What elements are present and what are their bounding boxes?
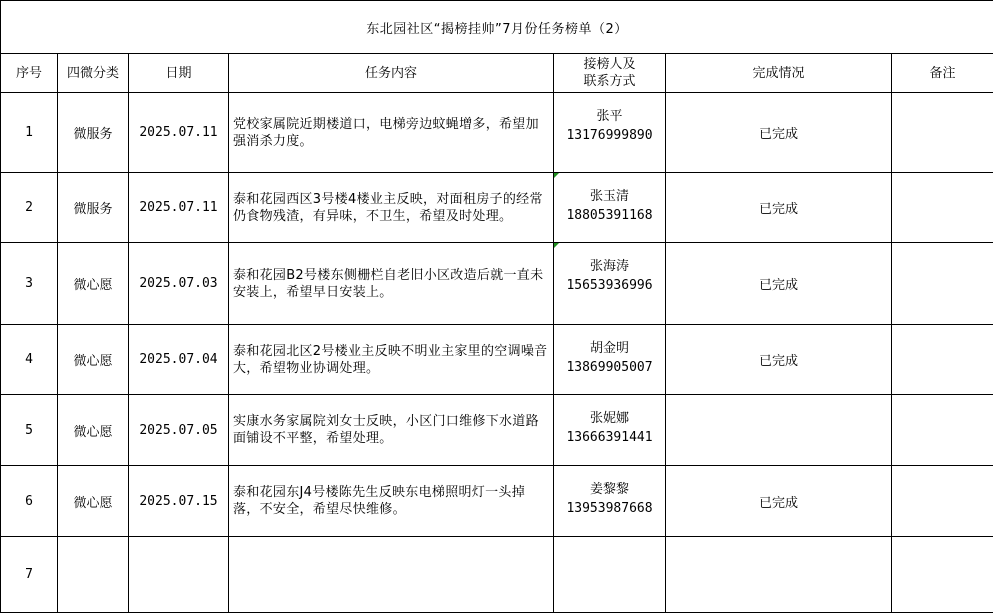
cell-no[interactable]: 6 xyxy=(1,466,58,537)
cell-no[interactable]: 7 xyxy=(1,537,58,613)
header-category[interactable]: 四微分类 xyxy=(58,54,129,93)
cell-category[interactable]: 微心愿 xyxy=(58,243,129,325)
cell-date[interactable]: 2025.07.11 xyxy=(129,173,229,243)
cell-contact[interactable] xyxy=(554,173,666,243)
cell-category[interactable]: 微服务 xyxy=(58,173,129,243)
cell-category[interactable]: 微服务 xyxy=(58,93,129,173)
header-row xyxy=(1,54,993,93)
table-row xyxy=(1,395,993,466)
cell-no[interactable]: 5 xyxy=(1,395,58,466)
contact-phone: 13666391441 xyxy=(566,430,653,445)
contact-name: 姜黎黎 xyxy=(589,482,629,497)
cell-date[interactable]: 2025.07.11 xyxy=(129,93,229,173)
contact-phone: 15653936996 xyxy=(566,278,653,293)
cell-no[interactable]: 1 xyxy=(1,93,58,173)
cell-task[interactable]: 泰和花园B2号楼东侧栅栏自老旧小区改造后就一直未安装上，希望早日安装上。 xyxy=(229,243,554,325)
cell-no[interactable]: 3 xyxy=(1,243,58,325)
cell-remark[interactable] xyxy=(892,243,993,325)
contact-name: 张平 xyxy=(596,109,623,124)
header-task[interactable]: 任务内容 xyxy=(229,54,554,93)
sheet-title[interactable]: 东北园社区“揭榜挂帅”7月份任务榜单（2） xyxy=(1,1,993,54)
cell-contact[interactable] xyxy=(554,93,666,173)
cell-task[interactable]: 泰和花园西区3号楼4楼业主反映，对面租房子的经常仍食物残渣，有异味，不卫生，希望及时处理。 xyxy=(229,173,554,243)
contact-phone: 18805391168 xyxy=(566,208,653,223)
cell-category[interactable]: 微心愿 xyxy=(58,325,129,395)
table-row xyxy=(1,537,993,613)
cell-task[interactable]: 党校家属院近期楼道口，电梯旁边蚊蝇增多，希望加强消杀力度。 xyxy=(229,93,554,173)
header-contact-line1: 接榜人及 xyxy=(583,57,636,72)
cell-status[interactable] xyxy=(666,395,892,466)
cell-category[interactable]: 微心愿 xyxy=(58,395,129,466)
cell-remark[interactable] xyxy=(892,325,993,395)
cell-status[interactable] xyxy=(666,537,892,613)
table-row xyxy=(1,325,993,395)
header-remark[interactable]: 备注 xyxy=(892,54,993,93)
cell-no[interactable]: 2 xyxy=(1,173,58,243)
contact-name: 张海涛 xyxy=(589,259,629,274)
cell-task[interactable] xyxy=(229,537,554,613)
cell-remark[interactable] xyxy=(892,93,993,173)
table-row xyxy=(1,243,993,325)
contact-phone: 13953987668 xyxy=(566,501,653,516)
header-contact[interactable] xyxy=(554,54,666,93)
contact-phone: 13176999890 xyxy=(566,128,653,143)
cell-remark[interactable] xyxy=(892,173,993,243)
cell-contact[interactable] xyxy=(554,466,666,537)
cell-task[interactable]: 泰和花园北区2号楼业主反映不明业主家里的空调噪音大，希望物业协调处理。 xyxy=(229,325,554,395)
cell-contact[interactable] xyxy=(554,243,666,325)
cell-remark[interactable] xyxy=(892,466,993,537)
cell-category[interactable] xyxy=(58,537,129,613)
cell-task[interactable]: 实康水务家属院刘女士反映，小区门口维修下水道路面铺设不平整，希望处理。 xyxy=(229,395,554,466)
cell-status[interactable]: 已完成 xyxy=(666,243,892,325)
cell-date[interactable]: 2025.07.15 xyxy=(129,466,229,537)
contact-name: 胡金明 xyxy=(589,341,629,356)
cell-date[interactable]: 2025.07.05 xyxy=(129,395,229,466)
cell-date[interactable]: 2025.07.03 xyxy=(129,243,229,325)
contact-name: 张玉清 xyxy=(589,189,629,204)
header-no[interactable]: 序号 xyxy=(1,54,58,93)
header-status[interactable]: 完成情况 xyxy=(666,54,892,93)
cell-status[interactable]: 已完成 xyxy=(666,93,892,173)
cell-contact[interactable] xyxy=(554,395,666,466)
cell-remark[interactable] xyxy=(892,395,993,466)
table-row xyxy=(1,93,993,173)
cell-contact[interactable] xyxy=(554,537,666,613)
cell-status[interactable]: 已完成 xyxy=(666,325,892,395)
cell-remark[interactable] xyxy=(892,537,993,613)
cell-no[interactable]: 4 xyxy=(1,325,58,395)
cell-contact[interactable] xyxy=(554,325,666,395)
table-row xyxy=(1,466,993,537)
table-row xyxy=(1,173,993,243)
header-date[interactable]: 日期 xyxy=(129,54,229,93)
cell-category[interactable]: 微心愿 xyxy=(58,466,129,537)
cell-status[interactable]: 已完成 xyxy=(666,466,892,537)
contact-phone: 13869905007 xyxy=(566,360,653,375)
cell-date[interactable] xyxy=(129,537,229,613)
cell-task[interactable]: 泰和花园东J4号楼陈先生反映东电梯照明灯一头掉落，不安全，希望尽快维修。 xyxy=(229,466,554,537)
header-contact-line2: 联系方式 xyxy=(583,74,636,89)
contact-name: 张妮娜 xyxy=(589,411,629,426)
cell-date[interactable]: 2025.07.04 xyxy=(129,325,229,395)
cell-status[interactable]: 已完成 xyxy=(666,173,892,243)
